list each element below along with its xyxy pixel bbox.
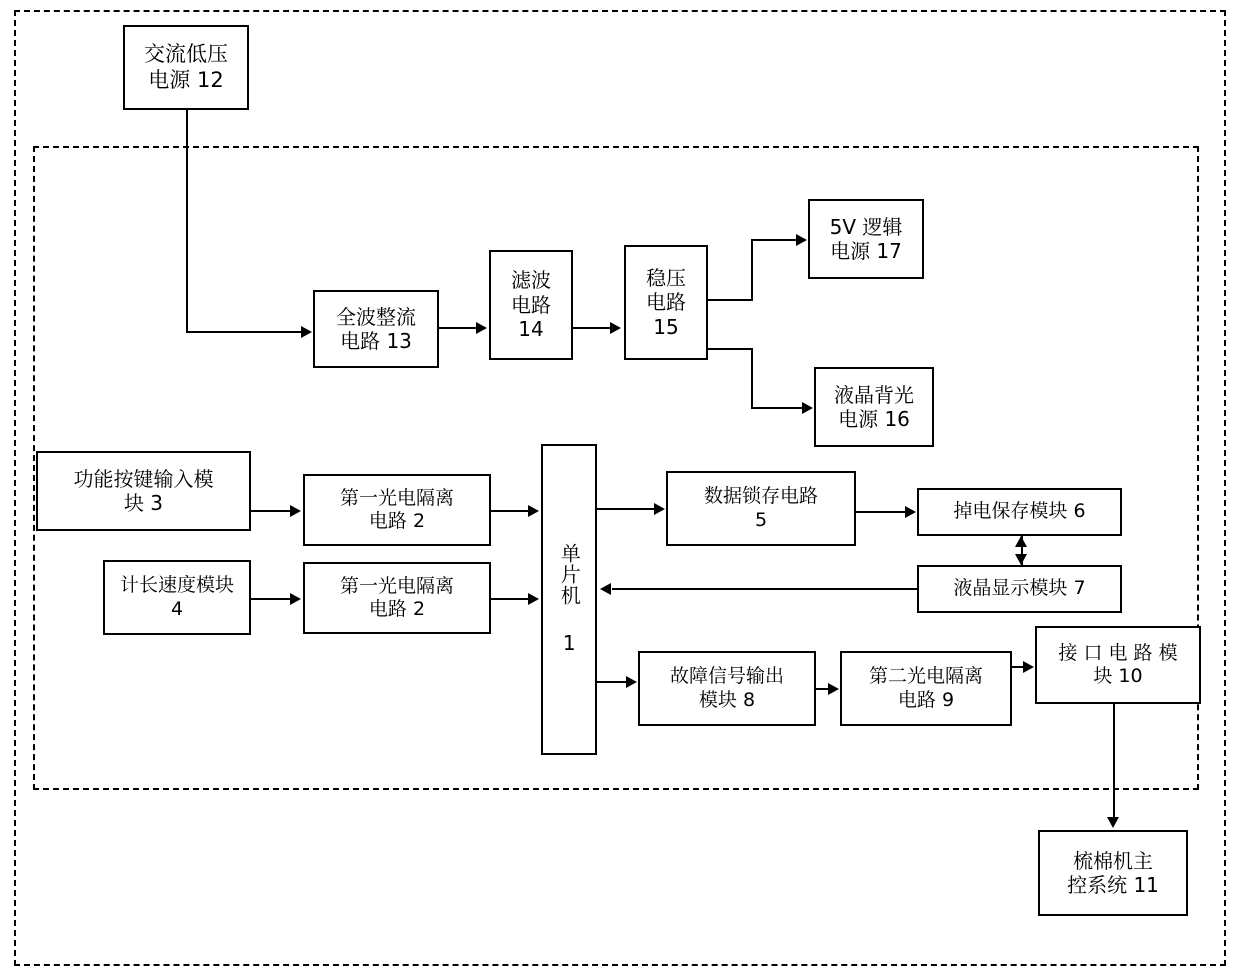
- conn-2a-to-1: [491, 510, 529, 512]
- block-function-key-input-module-3: 功能按键输入模 块 3: [36, 451, 251, 531]
- arrow-5-to-6: [905, 506, 916, 518]
- arrow-8-to-9: [828, 683, 839, 695]
- arrow-1-to-8: [626, 676, 637, 688]
- arrow-14-to-15: [610, 322, 621, 334]
- block-5v-logic-power-17: 5V 逻辑 电源 17: [808, 199, 924, 279]
- block-filter-circuit-14: 滤波 电路 14: [489, 250, 573, 360]
- conn-4-to-2b: [251, 598, 291, 600]
- arrow-15-to-16: [802, 402, 813, 414]
- conn-10-to-11: [1113, 704, 1115, 818]
- arrow-4-to-2b: [290, 593, 301, 605]
- block-full-wave-rectifier-13: 全波整流 电路 13: [313, 290, 439, 368]
- arrow-2a-to-1: [528, 505, 539, 517]
- arrow-7-to-1: [600, 583, 611, 595]
- conn-12-to-13-vertical: [186, 110, 188, 332]
- conn-15-to-16-h2: [751, 407, 803, 409]
- block-fault-signal-output-module-8: 故障信号输出 模块 8: [638, 651, 816, 726]
- conn-5-to-6: [856, 511, 906, 513]
- conn-15-to-17-h1: [708, 299, 752, 301]
- conn-13-to-14: [439, 327, 477, 329]
- arrow-13-to-14: [476, 322, 487, 334]
- block-voltage-regulator-15: 稳压 电路 15: [624, 245, 708, 360]
- conn-15-to-16-v: [751, 348, 753, 408]
- conn-15-to-16-h1: [708, 348, 752, 350]
- conn-12-to-13-horizontal: [186, 331, 302, 333]
- block-carding-machine-main-control-11: 梳棉机主 控系统 11: [1038, 830, 1188, 916]
- block-first-optocoupler-circuit-2-b: 第一光电隔离 电路 2: [303, 562, 491, 634]
- block-second-optocoupler-circuit-9: 第二光电隔离 电路 9: [840, 651, 1012, 726]
- block-power-down-save-module-6: 掉电保存模块 6: [917, 488, 1122, 536]
- arrow-10-to-11: [1107, 817, 1119, 828]
- arrow-7-to-6: [1015, 536, 1027, 547]
- arrow-3-to-2a: [290, 505, 301, 517]
- arrow-12-to-13: [301, 326, 312, 338]
- block-data-latch-circuit-5: 数据锁存电路 5: [666, 471, 856, 546]
- arrow-15-to-17: [796, 234, 807, 246]
- conn-2b-to-1: [491, 598, 529, 600]
- arrow-6-to-7: [1015, 554, 1027, 565]
- conn-1-to-8: [597, 681, 627, 683]
- arrow-9-to-10: [1023, 661, 1034, 673]
- block-length-speed-module-4: 计长速度模块 4: [103, 560, 251, 635]
- arrow-1-to-5: [654, 503, 665, 515]
- conn-3-to-2a: [251, 510, 291, 512]
- conn-14-to-15: [573, 327, 611, 329]
- conn-15-to-17-v: [751, 239, 753, 301]
- block-first-optocoupler-circuit-2-a: 第一光电隔离 电路 2: [303, 474, 491, 546]
- block-lcd-backlight-power-16: 液晶背光 电源 16: [814, 367, 934, 447]
- block-mcu-1: 单片机 1: [541, 444, 597, 755]
- arrow-2b-to-1: [528, 593, 539, 605]
- block-lcd-display-module-7: 液晶显示模块 7: [917, 565, 1122, 613]
- block-ac-low-voltage-power-12: 交流低压 电源 12: [123, 25, 249, 110]
- conn-7-to-1: [612, 588, 917, 590]
- block-interface-circuit-module-10: 接 口 电 路 模 块 10: [1035, 626, 1201, 704]
- conn-1-to-5: [597, 508, 655, 510]
- conn-15-to-17-h2: [751, 239, 797, 241]
